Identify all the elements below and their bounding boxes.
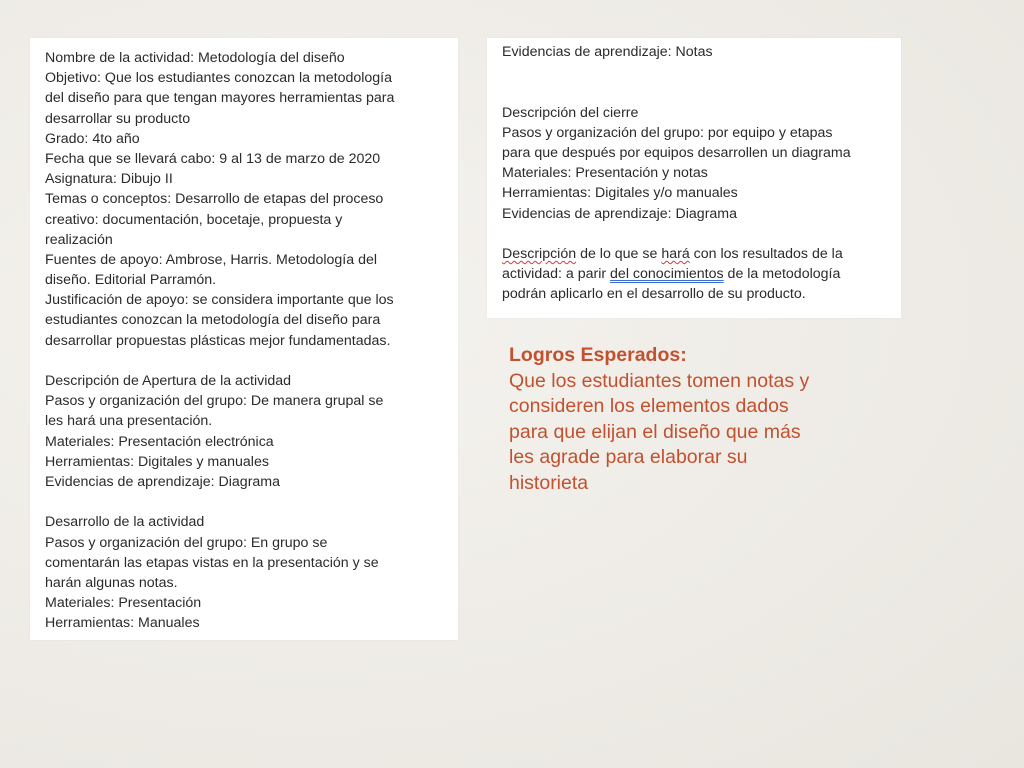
text-line: Materiales: Presentación: [45, 595, 202, 612]
text-line: desarrollar su producto: [45, 110, 191, 127]
text-fragment: de lo que se: [576, 245, 662, 262]
spellcheck-word: hará: [661, 245, 690, 262]
text-fragment: de la metodología: [723, 266, 841, 283]
text-line: harán algunas notas.: [45, 574, 178, 591]
text-line: diseño. Editorial Parramón.: [45, 272, 217, 289]
text-line: Objetivo: Que los estudiantes conozcan la metodología: [45, 70, 393, 87]
blank-line: [45, 351, 394, 371]
activity-plan-text: [45, 48, 394, 633]
text-line: Evidencias de aprendizaje: Diagrama: [45, 473, 281, 490]
text-line: Evidencias de aprendizaje: Diagrama: [502, 205, 738, 222]
results-line: [502, 244, 851, 264]
text-line: Pasos y organización del grupo: De manera grupal se: [45, 393, 384, 410]
text-line: les hará una presentación.: [45, 413, 213, 430]
text-line: Pasos y organización del grupo: por equipo y etapas: [502, 124, 833, 141]
text-line: creativo: documentación, bocetaje, propuesta y: [45, 211, 343, 228]
text-line: Fuentes de apoyo: Ambrose, Harris. Metodología del: [45, 251, 378, 268]
text-line: Herramientas: Manuales: [45, 615, 200, 632]
results-line: podrán aplicarlo en el desarrollo de su producto.: [502, 286, 806, 303]
blank-line: [45, 492, 394, 512]
text-line: realización: [45, 231, 113, 248]
expected-achievements-title: Logros Esperados:: [509, 344, 687, 366]
text-line: Herramientas: Digitales y/o manuales: [502, 185, 738, 202]
text-line: Asignatura: Dibujo II: [45, 171, 173, 188]
expected-achievements-line: Que los estudiantes tomen notas y: [509, 369, 810, 392]
expected-achievements: [509, 343, 809, 497]
activity-closing-text: [502, 42, 851, 304]
text-line: Grado: 4to año: [45, 130, 140, 147]
text-line: Materiales: Presentación electrónica: [45, 433, 274, 450]
expected-achievements-line: historieta: [509, 471, 589, 494]
spacer: [502, 224, 851, 244]
section-heading: Descripción de Apertura de la actividad: [45, 373, 292, 389]
results-line: [502, 264, 851, 284]
expected-achievements-line: para que elijan el diseño que más: [509, 420, 801, 443]
spellcheck-word: Descripción: [502, 245, 577, 262]
text-fragment: con los resultados de la: [689, 245, 843, 262]
text-line: Herramientas: Digitales y manuales: [45, 453, 269, 470]
text-line: Temas o conceptos: Desarrollo de etapas del proceso: [45, 191, 384, 208]
text-line: para que después por equipos desarrollen un diagrama: [502, 144, 851, 161]
expected-achievements-line: consideren los elementos dados: [509, 395, 789, 418]
text-line: Justificación de apoyo: se considera importante que los: [45, 292, 394, 309]
text-line: Materiales: Presentación y notas: [502, 165, 708, 182]
text-line: desarrollar propuestas plásticas mejor fundamentadas.: [45, 332, 391, 349]
grammar-check-phrase: del conocimientos: [610, 266, 724, 283]
text-line: Fecha que se llevará cabo: 9 al 13 de marzo de 2020: [45, 150, 381, 167]
evidence-line: Evidencias de aprendizaje: Notas: [502, 44, 713, 60]
text-line: comentarán las etapas vistas en la presentación y se: [45, 554, 379, 571]
section-heading: Descripción del cierre: [502, 104, 639, 121]
section-heading: Desarrollo de la actividad: [45, 514, 205, 531]
spacer: [502, 62, 851, 102]
expected-achievements-line: les agrade para elaborar su: [509, 446, 748, 469]
text-line: estudiantes conozcan la metodología del diseño para: [45, 312, 381, 329]
text-fragment: actividad: a parir: [502, 266, 611, 283]
text-line: Pasos y organización del grupo: En grupo se: [45, 534, 328, 551]
text-line: del diseño para que tengan mayores herramientas para: [45, 90, 395, 107]
text-line: Nombre de la actividad: Metodología del diseño: [45, 50, 345, 66]
